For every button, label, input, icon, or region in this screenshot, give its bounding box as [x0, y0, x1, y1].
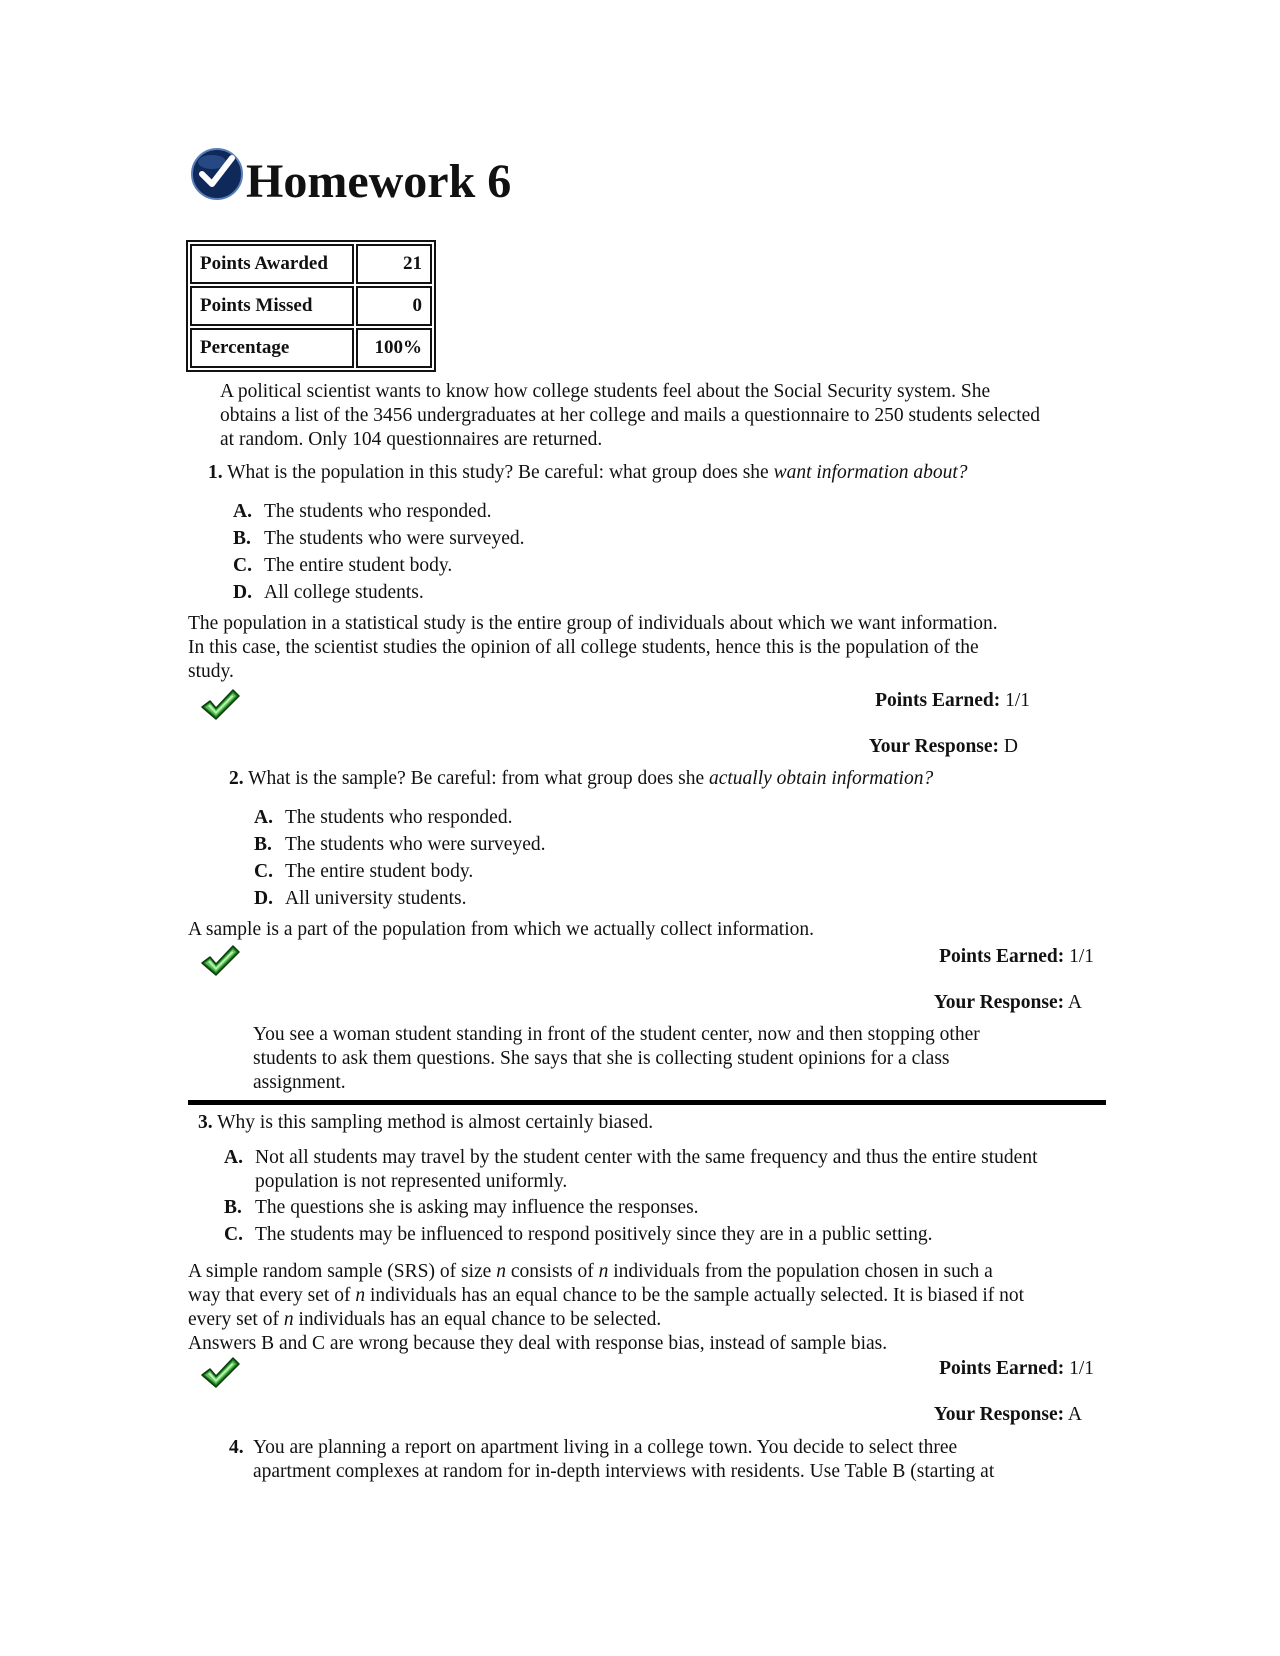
choice-letter: D.: [254, 888, 273, 909]
question-text: What is the population in this study? Be careful: what group does she: [227, 462, 774, 483]
explanation-line: A simple random sample (SRS) of size n consists of n individuals from the population chosen in such a: [188, 1261, 993, 1282]
choice-text: [255, 1146, 1038, 1194]
choice-letter: B.: [254, 834, 272, 855]
points-earned-label: Points Earned:: [939, 1358, 1065, 1379]
points-earned: [939, 946, 1094, 968]
choice-letter: B.: [224, 1197, 242, 1218]
your-response: [869, 736, 1018, 758]
page-title: Homework 6: [246, 155, 512, 208]
choice-text: The students who responded.: [285, 807, 513, 828]
correct-check-icon: [200, 688, 240, 722]
explanation: [188, 918, 814, 942]
question-number: 4.: [229, 1437, 244, 1458]
question-1: [208, 461, 968, 485]
points-earned: [939, 1358, 1094, 1380]
points-earned-value: 1/1: [1069, 946, 1094, 967]
your-response: [934, 992, 1082, 1014]
context-line: obtains a list of the 3456 undergraduates at her college and mails a questionnaire to 250 students selected: [220, 405, 1041, 426]
choice-text: All university students.: [285, 888, 467, 909]
check-circle-icon: [190, 146, 244, 202]
explanation: [188, 1260, 1024, 1356]
choice-text: The students who responded.: [264, 501, 492, 522]
question-number: 1.: [208, 462, 223, 483]
explanation: [188, 612, 998, 684]
points-earned-label: Points Earned:: [875, 690, 1001, 711]
explanation-line: every set of n individuals has an equal chance to be selected.: [188, 1309, 662, 1330]
table-row: [190, 244, 432, 284]
choice-letter: C.: [233, 555, 252, 576]
question-text-line: You are planning a report on apartment living in a college town. You decide to select three: [253, 1437, 958, 1458]
question-text: Why is this sampling method is almost certainly biased.: [217, 1112, 654, 1133]
points-earned-value: 1/1: [1069, 1358, 1094, 1379]
choice-letter: D.: [233, 582, 252, 603]
choice-letter: A.: [233, 501, 252, 522]
choice-text-line: Not all students may travel by the student center with the same frequency and thus the entire student: [255, 1147, 1038, 1168]
explanation-line: way that every set of n individuals has an equal chance to be the sample actually selected. It is biased if not: [188, 1285, 1025, 1306]
correct-check-icon: [200, 1356, 240, 1390]
points-missed-label: Points Missed: [190, 286, 354, 326]
section-divider: [188, 1100, 1106, 1105]
choice-text: The students may be influenced to respond positively since they are in a public setting.: [255, 1224, 933, 1245]
question-number: 2.: [229, 768, 244, 789]
correct-check-icon: [200, 944, 240, 978]
your-response-value: A: [1067, 992, 1082, 1013]
your-response-value: D: [1003, 736, 1018, 757]
points-missed-value: 0: [356, 286, 432, 326]
choice-letter: B.: [233, 528, 251, 549]
choice-text: The students who were surveyed.: [264, 528, 525, 549]
your-response-value: A: [1067, 1404, 1082, 1425]
choice-text: All college students.: [264, 582, 424, 603]
question-text-line: apartment complexes at random for in-depth interviews with residents. Use Table B (starting at: [253, 1461, 995, 1482]
choice-text: The students who were surveyed.: [285, 834, 546, 855]
choice-letter: C.: [224, 1224, 243, 1245]
choice-text-line: population is not represented uniformly.: [255, 1171, 568, 1192]
context-line: students to ask them questions. She says that she is collecting student opinions for a class: [253, 1048, 950, 1069]
score-summary-table: [186, 240, 436, 372]
explanation-line: In this case, the scientist studies the opinion of all college students, hence this is the population of the: [188, 637, 979, 658]
percentage-label: Percentage: [190, 328, 354, 368]
points-earned: [875, 690, 1030, 712]
table-row: [190, 328, 432, 368]
points-earned-label: Points Earned:: [939, 946, 1065, 967]
choice-letter: A.: [224, 1147, 243, 1168]
context-line: A political scientist wants to know how college students feel about the Social Security system. She: [220, 381, 991, 402]
question-emphasis: want information about?: [773, 462, 968, 483]
points-awarded-value: 21: [356, 244, 432, 284]
question-text: [253, 1436, 994, 1484]
explanation-line: Answers B and C are wrong because they deal with response bias, instead of sample bias.: [188, 1333, 888, 1354]
your-response-label: Your Response:: [933, 992, 1065, 1013]
question-context: [253, 1023, 980, 1095]
explanation-line: A sample is a part of the population from which we actually collect information.: [188, 919, 814, 940]
choice-text: The entire student body.: [264, 555, 453, 576]
table-row: [190, 286, 432, 326]
choice-letter: C.: [254, 861, 273, 882]
context-line: assignment.: [253, 1072, 346, 1093]
your-response-label: Your Response:: [868, 736, 1000, 757]
question-number: 3.: [198, 1112, 213, 1133]
points-awarded-label: Points Awarded: [190, 244, 354, 284]
choice-text: The questions she is asking may influence the responses.: [255, 1197, 699, 1218]
question-text: What is the sample? Be careful: from what group does she: [248, 768, 709, 789]
question-emphasis: actually obtain information?: [708, 768, 934, 789]
question-3: [198, 1111, 653, 1135]
context-line: at random. Only 104 questionnaires are returned.: [220, 429, 603, 450]
choice-letter: A.: [254, 807, 273, 828]
choice-text: The entire student body.: [285, 861, 474, 882]
percentage-value: 100%: [356, 328, 432, 368]
points-earned-value: 1/1: [1005, 690, 1030, 711]
explanation-line: The population in a statistical study is the entire group of individuals about which we want information.: [188, 613, 998, 634]
question-2: [229, 767, 933, 791]
context-line: You see a woman student standing in front of the student center, now and then stopping other: [253, 1024, 980, 1045]
explanation-line: study.: [188, 661, 234, 682]
your-response: [934, 1404, 1082, 1426]
your-response-label: Your Response:: [933, 1404, 1065, 1425]
question-context: [220, 380, 1040, 452]
